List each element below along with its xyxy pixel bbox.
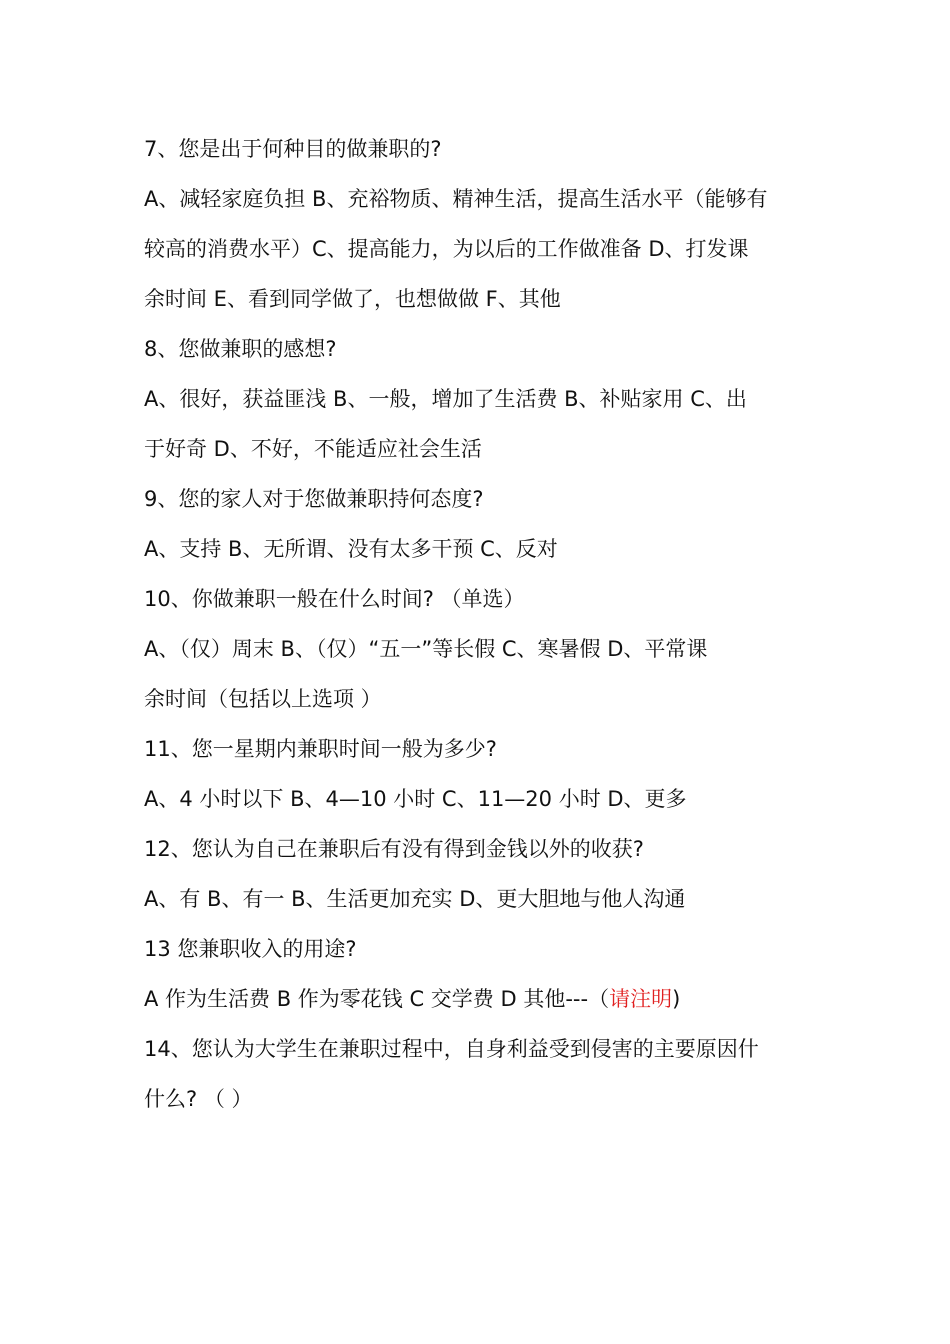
question-7-options-line-1: A、减轻家庭负担 B、充裕物质、精神生活，提高生活水平（能够有 [144,187,768,211]
question-10-options-line-1: A、（仅）周末 B、（仅）“五一”等长假 C、寒暑假 D、平常课 [144,637,708,661]
question-11-options: A、4 小时以下 B、4—10 小时 C、11—20 小时 D、更多 [144,787,687,811]
question-7-options-line-2: 较高的消费水平）C、提高能力，为以后的工作做准备 D、打发课 [144,237,749,261]
question-9: 9、您的家人对于您做兼职持何态度? [144,487,484,511]
please-specify-note: 请注明 [609,987,673,1011]
question-12-options: A、有 B、有一 B、生活更加充实 D、更大胆地与他人沟通 [144,887,686,911]
question-13: 13 您兼职收入的用途? [144,937,357,961]
question-14-line-1: 14、您认为大学生在兼职过程中，自身利益受到侵害的主要原因什 [144,1037,759,1061]
question-8: 8、您做兼职的感想? [144,337,337,361]
question-10-options-line-2: 余时间（包括以上选项 ） [144,687,382,711]
question-14-line-2: 什么? （ ） [144,1087,253,1111]
question-12: 12、您认为自己在兼职后有没有得到金钱以外的收获? [144,837,644,861]
question-13-options-text: A 作为生活费 B 作为零花钱 C 交学费 D 其他---（ [144,987,610,1011]
question-7-options-line-3: 余时间 E、看到同学做了，也想做做 F、其他 [144,287,561,311]
question-13-options [144,974,824,1024]
question-10: 10、你做兼职一般在什么时间? （单选） [144,587,525,611]
question-8-options-line-1: A、很好，获益匪浅 B、一般，增加了生活费 B、补贴家用 C、出 [144,387,747,411]
question-13-options-close: ) [672,987,681,1011]
question-7: 7、您是出于何种目的做兼职的? [144,137,442,161]
document-body [144,124,824,1124]
question-8-options-line-2: 于好奇 D、不好，不能适应社会生活 [144,437,482,461]
question-9-options: A、支持 B、无所谓、没有太多干预 C、反对 [144,537,558,561]
question-11: 11、您一星期内兼职时间一般为多少? [144,737,497,761]
